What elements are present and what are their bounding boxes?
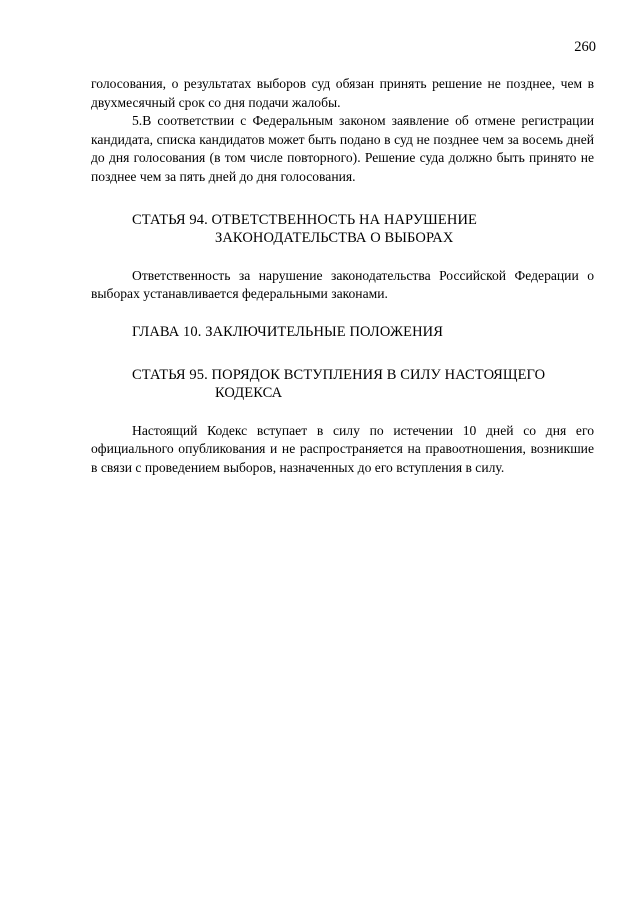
paragraph-item-5: 5.В соответствии с Федеральным законом заявление об отмене регистрации кандидата, списка кандидатов может быть подано в суд не позднее чем за восемь дней до дня голосования (в том числе повторного). Решение суда должно быть принято не позднее чем за пять дней до дня голосования. [91,113,594,184]
chapter-10-heading [91,323,594,342]
article-94-heading [91,211,594,248]
article-95-text: Настоящий Кодекс вступает в силу по истечении 10 дней со дня его официального опубликования и не распространяется на правоотношения, возникшие в связи с проведением выборов, назначенных до его вступления в силу. [91,422,594,475]
article-94-heading-line2: ЗАКОНОДАТЕЛЬСТВА О ВЫБОРАХ [215,230,454,247]
article-95-heading-line2: КОДЕКСА [215,385,283,402]
chapter-10-heading-text: ГЛАВА 10. ЗАКЛЮЧИТЕЛЬНЫЕ ПОЛОЖЕНИЯ [132,323,444,340]
paragraph-continuation: голосования, о результатах выборов суд обязан принять решение не позднее, чем в двухмесячный срок со дня подачи жалобы. [91,76,594,110]
page-number: 260 [574,39,596,55]
article-95-heading [91,366,594,403]
article-94-heading-line1: СТАТЬЯ 94. ОТВЕТСТВЕННОСТЬ НА НАРУШЕНИЕ [132,211,477,228]
article-95-heading-line1: СТАТЬЯ 95. ПОРЯДОК ВСТУПЛЕНИЯ В СИЛУ НАСТОЯЩЕГО [132,366,546,383]
document-body [91,75,594,478]
article-94-text: Ответственность за нарушение законодательства Российской Федерации о выборах устанавливается федеральными законами. [91,267,594,302]
